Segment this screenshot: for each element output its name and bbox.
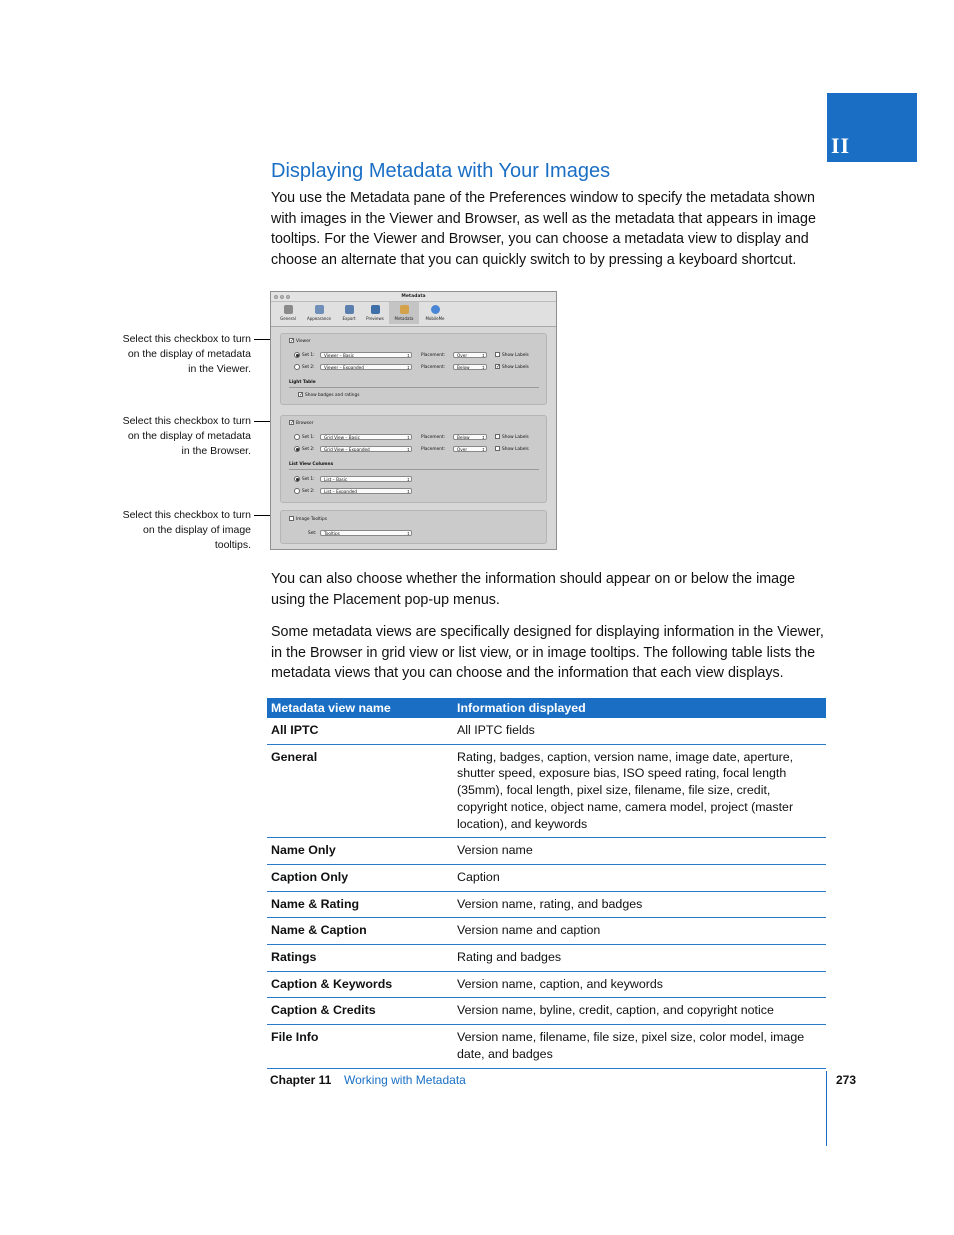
tooltips-set-label: Set: (308, 531, 317, 536)
view-name-cell: All IPTC (267, 718, 453, 744)
table-row (267, 891, 826, 918)
viewer-checkbox-label: Viewer (296, 339, 311, 344)
viewer-set1-placement-popup[interactable]: Over ↕ (453, 352, 487, 358)
view-name-cell: Ratings (267, 945, 453, 972)
light-table-heading: Light Table (289, 380, 316, 385)
table-row (267, 864, 826, 891)
viewer-set2-popup[interactable]: Viewer – Expanded ↕ (320, 364, 412, 370)
close-window-icon[interactable] (274, 295, 278, 299)
browser-group (280, 415, 547, 503)
viewer-set2-show-labels-label: Show Labels (502, 365, 529, 370)
toolbar-metadata-label: Metadata (394, 316, 414, 321)
view-info-cell: Version name (453, 838, 826, 865)
view-info-cell: Version name, caption, and keywords (453, 971, 826, 998)
viewer-set2-show-labels-checkbox[interactable]: ✓ (496, 364, 501, 370)
view-info-cell: Version name, filename, file size, pixel size, color model, image date, and badges (453, 1025, 826, 1068)
browser-checkbox[interactable]: ✓ (290, 420, 295, 426)
placement-paragraph: You can also choose whether the information should appear on or below the image using the Placement pop-up menus. (271, 571, 796, 608)
viewer-set2-label: Set 2: (302, 365, 315, 370)
view-info-cell: Version name and caption (453, 918, 826, 945)
table-row (267, 744, 826, 838)
views-paragraph: Some metadata views are specifically designed for displaying information in the Viewer, in the Browser in grid view or list view, or in image tooltips. The following table lists the metadata views that you can choose and the information that each view displays. (271, 624, 824, 681)
browser-checkbox-label: Browser (296, 421, 314, 426)
view-name-cell: File Info (267, 1025, 453, 1068)
page-title: Displaying Metadata with Your Images (271, 160, 611, 182)
view-info-cell: Caption (453, 864, 826, 891)
footer-section-link[interactable]: Working with Metadata (344, 1073, 466, 1087)
view-name-cell: Caption & Credits (267, 998, 453, 1025)
toolbar-metadata[interactable] (389, 302, 419, 324)
viewer-set1-radio[interactable] (294, 352, 300, 358)
browser-set2-radio[interactable] (294, 446, 300, 452)
zoom-window-icon[interactable] (286, 295, 290, 299)
intro-paragraph: You use the Metadata pane of the Preferences window to specify the metadata shown with images in the Viewer and Browser, as well as the metadata that appears in image tooltips. For the Viewer and Browser, you can choose a metadata view to display and choose an alternate that you can quickly switch to by pressing a keyboard shortcut. (271, 190, 816, 268)
part-tab (827, 93, 917, 162)
page-number: 273 (836, 1073, 857, 1087)
metadata-preferences-window (270, 291, 557, 550)
viewer-set1-show-labels-label: Show Labels (502, 353, 529, 358)
table-row (267, 998, 826, 1025)
view-name-cell: Name Only (267, 838, 453, 865)
annotation-browser: Select this checkbox to turn on the display of metadata in the Browser. (122, 415, 251, 457)
viewer-set2-placement-label: Placement: (421, 365, 446, 370)
browser-set1-radio[interactable] (294, 434, 300, 440)
viewer-group (280, 333, 547, 405)
viewer-set1-popup[interactable]: Viewer – Basic ↕ (320, 352, 412, 358)
toolbar-general[interactable] (275, 304, 301, 321)
viewer-set1-label: Set 1: (302, 353, 315, 358)
toolbar-general-label: General (280, 316, 296, 321)
list-set1-radio[interactable] (294, 476, 300, 482)
toolbar-mobileme-label: MobileMe (425, 316, 445, 321)
toolbar-export-label: Export (342, 316, 356, 321)
view-info-cell: Rating and badges (453, 945, 826, 972)
toolbar-export[interactable] (337, 304, 361, 321)
metadata-icon (400, 305, 409, 314)
window-titlebar (271, 292, 556, 302)
toolbar-appearance[interactable] (302, 304, 336, 321)
toolbar-previews-label: Previews (366, 316, 384, 321)
toolbar-previews[interactable] (362, 304, 388, 321)
viewer-set1-show-labels-checkbox[interactable] (495, 352, 500, 357)
browser-set1-placement-label: Placement: (421, 435, 446, 440)
table-row (267, 945, 826, 972)
light-table-divider (289, 387, 539, 388)
metadata-views-table (267, 698, 826, 1069)
browser-set2-popup[interactable]: Grid View – Expanded ↕ (320, 446, 412, 452)
minimize-window-icon[interactable] (280, 295, 284, 299)
table-row (267, 838, 826, 865)
view-info-cell: Version name, rating, and badges (453, 891, 826, 918)
browser-set1-popup[interactable]: Grid View – Basic ↕ (320, 434, 412, 440)
viewer-checkbox[interactable]: ✓ (290, 338, 295, 344)
view-name-cell: Name & Caption (267, 918, 453, 945)
list-view-columns-heading: List View Columns (289, 462, 334, 467)
tooltips-set-popup[interactable]: Tooltips ↕ (320, 530, 412, 536)
browser-set2-show-labels-checkbox[interactable] (495, 446, 500, 451)
switch-icon (284, 305, 293, 314)
list-set2-popup[interactable]: List – Expanded ↕ (320, 488, 412, 494)
browser-set1-label: Set 1: (302, 435, 315, 440)
mobileme-icon (431, 305, 440, 314)
image-tooltips-label: Image Tooltips (296, 517, 328, 522)
table-row (267, 1025, 826, 1068)
view-name-cell: Caption & Keywords (267, 971, 453, 998)
preferences-toolbar (271, 302, 556, 327)
show-badges-label: Show badges and ratings (305, 393, 360, 398)
annotation-viewer: Select this checkbox to turn on the display of metadata in the Viewer. (122, 333, 251, 375)
image-tooltips-checkbox[interactable] (289, 516, 294, 521)
view-name-cell: Caption Only (267, 864, 453, 891)
view-info-cell: All IPTC fields (453, 718, 826, 744)
browser-set1-show-labels-checkbox[interactable] (495, 434, 500, 439)
viewer-set2-placement-popup[interactable]: Below ↕ (453, 364, 487, 370)
browser-set2-label: Set 2: (302, 447, 315, 452)
appearance-icon (315, 305, 324, 314)
list-set1-label: Set 1: (302, 477, 315, 482)
show-badges-checkbox[interactable]: ✓ (299, 392, 304, 398)
toolbar-mobileme[interactable] (421, 304, 449, 321)
viewer-set2-radio[interactable] (294, 364, 300, 370)
list-set1-popup[interactable]: List – Basic ↕ (320, 476, 412, 482)
browser-set1-placement-popup[interactable]: Below ↕ (453, 434, 487, 440)
table-row (267, 971, 826, 998)
tooltips-group (280, 510, 547, 544)
view-name-cell: Name & Rating (267, 891, 453, 918)
table-header-row (267, 698, 826, 718)
view-info-cell: Rating, badges, caption, version name, image date, aperture, shutter speed, exposure bias, ISO speed rating, focal length (35mm), focal length, pixel size, filename, file size, credit, copyright notice, object name, camera model, project (master location), and keywords (453, 744, 826, 838)
view-info-cell: Version name, byline, credit, caption, and copyright notice (453, 998, 826, 1025)
browser-set2-placement-label: Placement: (421, 447, 446, 452)
viewer-set1-placement-label: Placement: (421, 353, 446, 358)
part-tab-label: II (831, 133, 851, 158)
list-set2-radio[interactable] (294, 488, 300, 494)
table-row (267, 918, 826, 945)
previews-icon (371, 305, 380, 314)
footer-divider (826, 1071, 827, 1146)
toolbar-appearance-label: Appearance (306, 316, 332, 321)
window-title: Metadata (401, 294, 426, 299)
list-view-divider (289, 469, 539, 470)
browser-set1-show-labels-label: Show Labels (502, 435, 529, 440)
browser-set2-placement-popup[interactable]: Over ↕ (453, 446, 487, 452)
footer-chapter: Chapter 11 (270, 1073, 332, 1087)
view-name-cell: General (267, 744, 453, 838)
browser-set2-show-labels-label: Show Labels (502, 447, 529, 452)
table-row (267, 718, 826, 744)
table-header-info: Information displayed (453, 698, 826, 718)
table-header-view-name: Metadata view name (267, 698, 453, 718)
export-icon (345, 305, 354, 314)
annotation-tooltips: Select this checkbox to turn on the display of image tooltips. (122, 509, 251, 551)
list-set2-label: Set 2: (302, 489, 315, 494)
